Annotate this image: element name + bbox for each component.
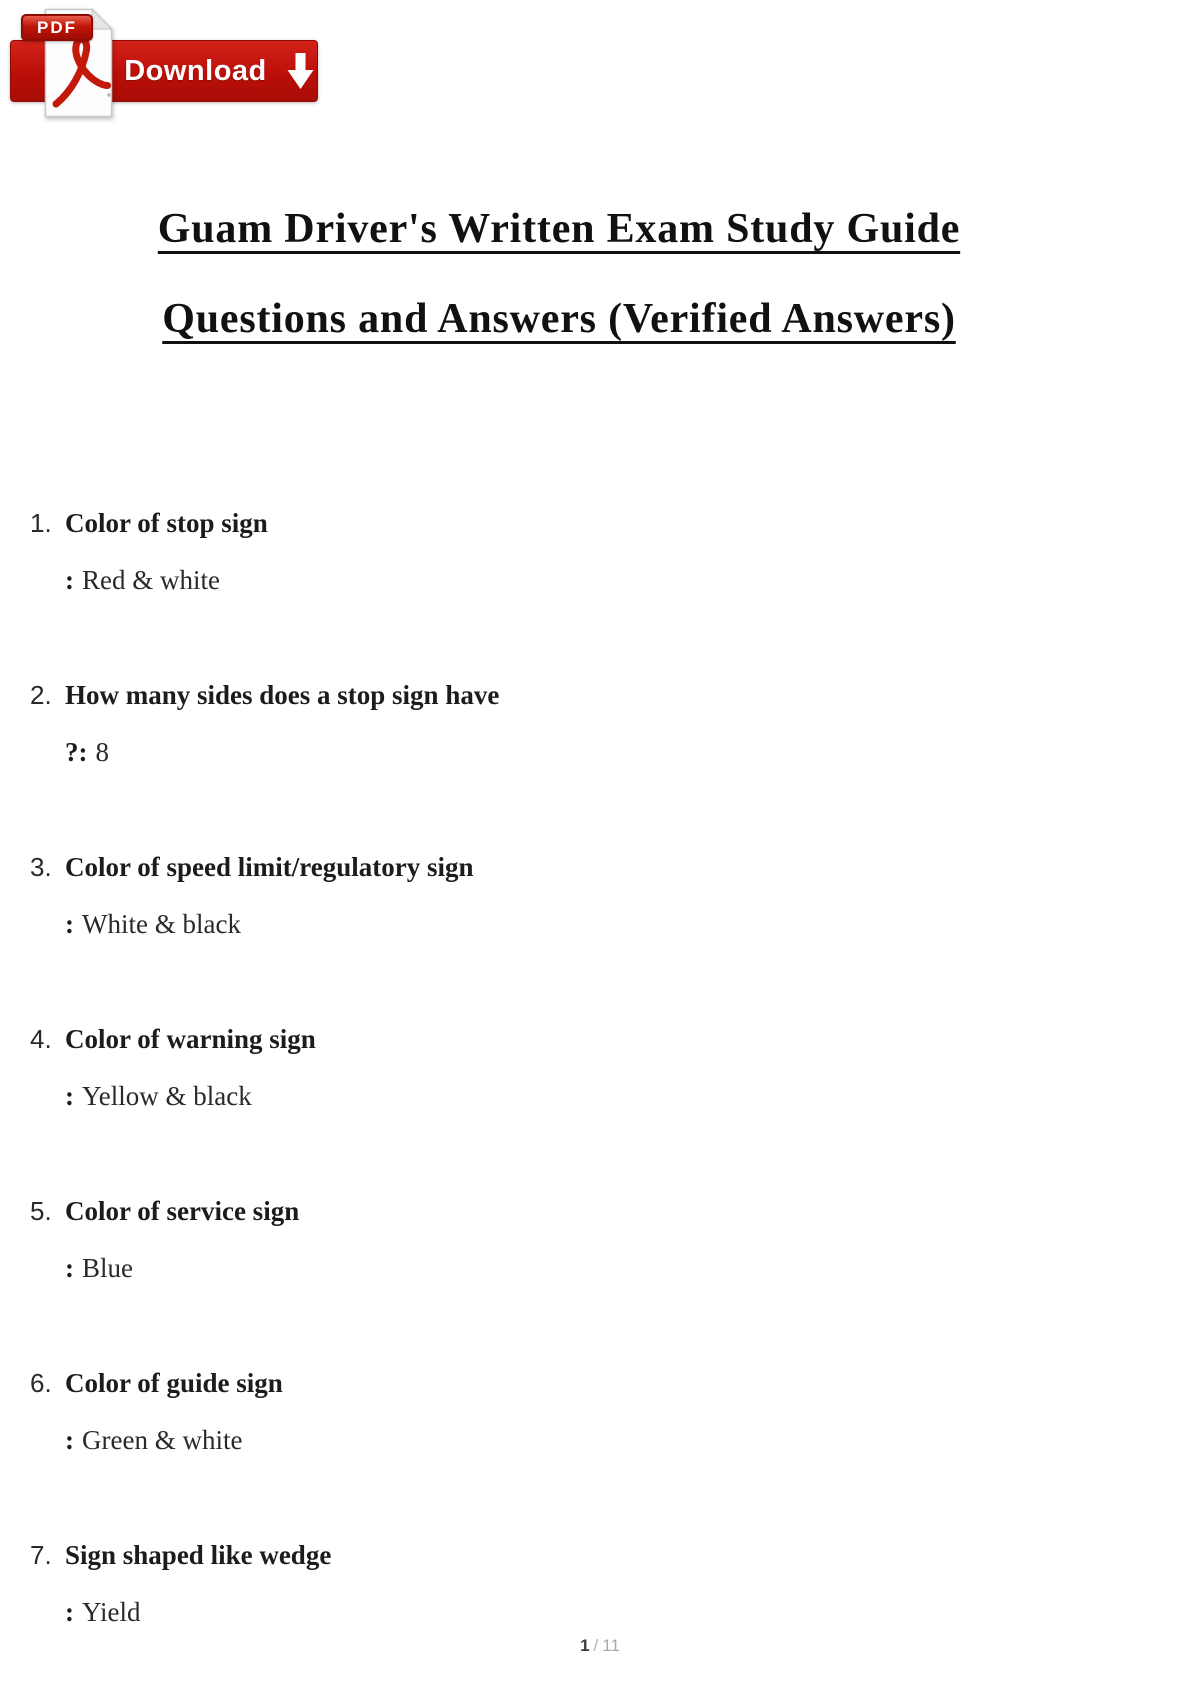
pdf-download-button[interactable] [10,4,320,126]
pdf-badge: PDF [21,14,93,41]
answer-line [65,562,1200,598]
title-line-1: Guam Driver's Written Exam Study Guide [157,206,961,252]
question-text: How many sides does a stop sign have [65,680,500,710]
answer-line [65,1594,1200,1630]
question-number: 1. [30,508,52,538]
answer-prefix: : [65,1425,74,1455]
qa-item-3 [0,849,1200,942]
page-separator: / [593,1636,599,1655]
answer-prefix: : [65,909,74,939]
question-text: Color of service sign [65,1196,300,1226]
answer-line [65,1250,1200,1286]
answer-line [65,1078,1200,1114]
qa-item-4 [0,1021,1200,1114]
question-line [30,505,1200,541]
question-text: Sign shaped like wedge [65,1540,332,1570]
question-text: Color of guide sign [65,1368,283,1398]
page-current: 1 [580,1636,590,1655]
answer-line [65,906,1200,942]
question-number: 5. [30,1196,52,1226]
answer-text: Green & white [82,1425,243,1455]
qa-item-1 [0,505,1200,598]
question-text: Color of stop sign [65,508,268,538]
question-number: 7. [30,1540,52,1570]
question-line [30,1537,1200,1573]
title-line-2: Questions and Answers (Verified Answers) [162,296,956,342]
answer-text: Blue [82,1253,133,1283]
download-label: Download [124,54,267,87]
answer-prefix: ?: [65,737,88,767]
question-line [30,1365,1200,1401]
answer-text: 8 [95,737,109,767]
page-indicator [0,1636,1200,1656]
answer-text: White & black [82,909,241,939]
answer-prefix: : [65,565,74,595]
download-arrow-icon [287,52,314,90]
answer-text: Yield [82,1597,141,1627]
question-number: 3. [30,852,52,882]
question-text: Color of warning sign [65,1024,316,1054]
qa-item-7 [0,1537,1200,1630]
qa-item-5 [0,1193,1200,1286]
question-line [30,849,1200,885]
question-line [30,1193,1200,1229]
qa-item-2 [0,677,1200,770]
answer-prefix: : [65,1081,74,1111]
question-number: 2. [30,680,52,710]
question-line [30,677,1200,713]
question-number: 4. [30,1024,52,1054]
answer-text: Yellow & black [82,1081,252,1111]
answer-line [65,1422,1200,1458]
question-number: 6. [30,1368,52,1398]
answer-prefix: : [65,1597,74,1627]
question-text: Color of speed limit/regulatory sign [65,852,474,882]
answer-text: Red & white [82,565,220,595]
qa-item-6 [0,1365,1200,1458]
qa-list [0,505,1200,1630]
answer-line [65,734,1200,770]
page-total: 11 [602,1636,620,1655]
question-line [30,1021,1200,1057]
answer-prefix: : [65,1253,74,1283]
